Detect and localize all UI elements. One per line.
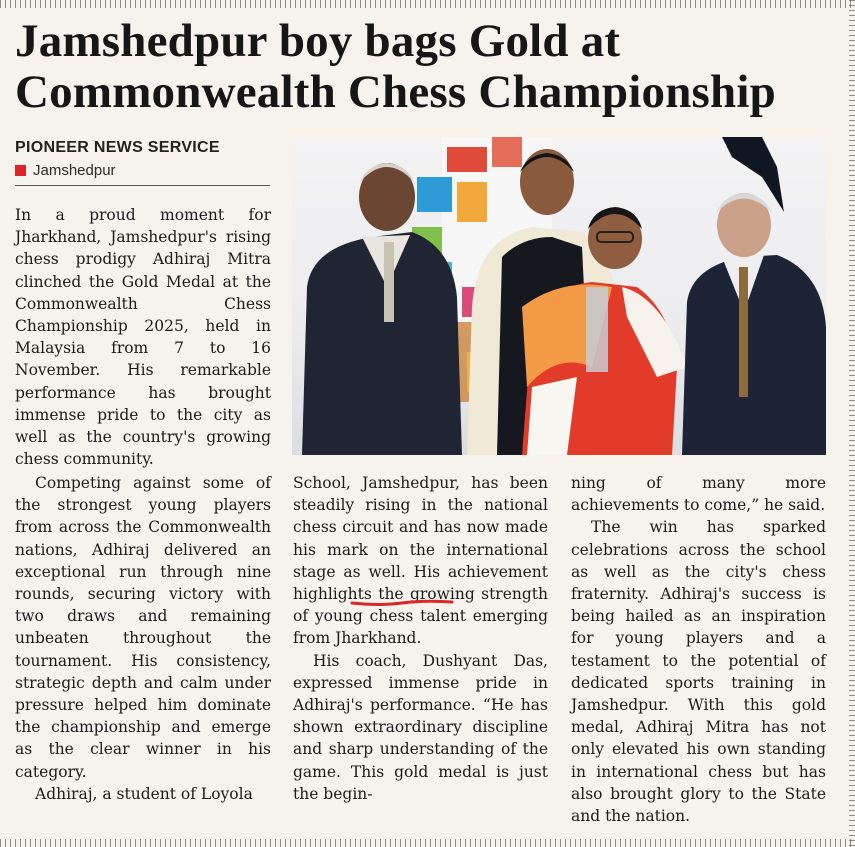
paragraph-4-continued: ning of many more achievements to come,” he said. (571, 474, 826, 515)
paragraph-3-continued: School, Jamshedpur, has been steadily rising in the national chess circuit and has now made his mark on the international stage as well. His achievement highlights the growing strength of young chess talent emerging from Jharkhand. (293, 474, 548, 648)
paragraph-5: The win has sparked celebrations across the school as well as the city's chess fraternity. Adhiraj's success is being hailed as an inspiration for young players and a testament to the potential of dedicated sports training in Jamshedpur. With this gold medal, Adhiraj Mitra has not only elevated his own standing in international chess but has also brought glory to the State and the nation. (571, 518, 826, 826)
column-1 (15, 472, 271, 805)
red-square-icon (15, 165, 26, 176)
dateline: Jamshedpur (33, 162, 116, 179)
page-edge-bottom (0, 839, 855, 847)
paragraph-3-start: Adhiraj, a student of Loyola (35, 784, 253, 803)
photo-illustration (292, 137, 826, 455)
column-2 (293, 472, 548, 805)
byline-divider (15, 185, 270, 186)
dateline-row (15, 162, 270, 179)
page-edge-top (0, 0, 855, 8)
paragraph-2: Competing against some of the strongest young players from across the Commonwealth nations, Adhiraj delivered an exceptional run through nine rounds, securing victory with two draws and remaining unbeaten throughout the tournament. His consistency, strategic depth and calm under pressure helped him dominate the championship and emerge as the clear winner in his category. (15, 474, 271, 781)
column-3 (571, 472, 826, 827)
agency-name: PIONEER NEWS SERVICE (15, 139, 220, 156)
person-right (682, 193, 826, 455)
page-edge-right (849, 0, 855, 847)
byline (15, 139, 270, 186)
news-photo (292, 137, 826, 455)
paragraph-4: His coach, Dushyant Das, expressed immense pride in Adhiraj's performance. “He has shown extraordinary discipline and sharp understanding of the game. This gold medal is just the begin- (293, 651, 548, 803)
column-1-intro (15, 204, 271, 470)
headline: Jamshedpur boy bags Gold at Commonwealth Chess Championship (15, 15, 776, 118)
paragraph-1: In a proud moment for Jharkhand, Jamshedpur's rising chess prodigy Adhiraj Mitra clinched the Gold Medal at the Commonwealth Chess Championship 2025, held in Malaysia from 7 to 16 November. His remarkable performance has brought immense pride to the city as well as the country's growing chess community. (15, 206, 271, 469)
red-underline-mark (350, 597, 454, 607)
